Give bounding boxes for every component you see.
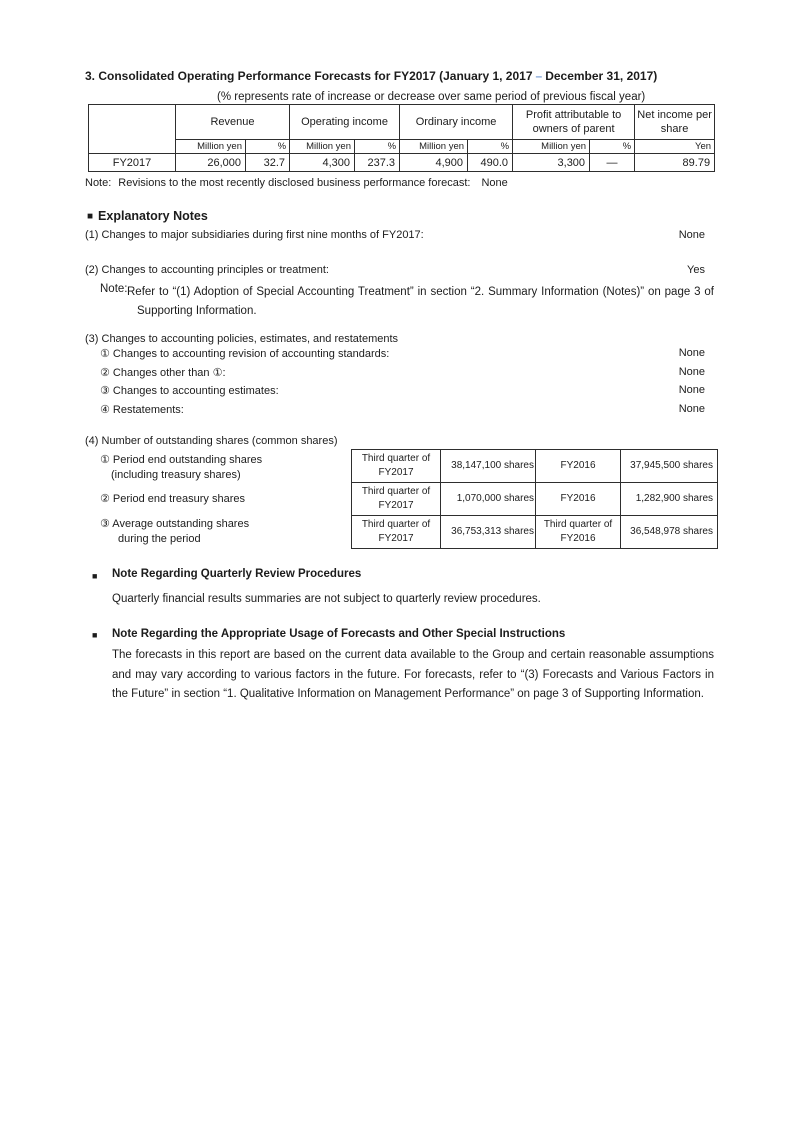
unit-cell: Million yen: [400, 140, 468, 154]
item-value: Yes: [687, 264, 705, 276]
square-bullet-icon: ■: [87, 211, 94, 222]
item-value: None: [678, 403, 705, 415]
value-cell-eps: 89.79: [635, 154, 715, 172]
group-header-ordinary-income: Ordinary income: [400, 105, 513, 140]
unit-cell: Million yen: [513, 140, 590, 154]
shares-period-cell: Third quarter of FY2017: [352, 483, 441, 516]
forecast-note-heading: Note Regarding the Appropriate Usage of Forecasts and Other Special Instructions: [112, 628, 566, 640]
note-text: Refer to “(1) Adoption of Special Accounting Treatment” in section “2. Summary Information (Notes)” on page 3 of Supporting Information.: [127, 286, 714, 317]
value-cell-operating-income: 4,300: [290, 154, 355, 172]
table-caption: (% represents rate of increase or decrease over same period of previous fiscal year): [217, 91, 646, 103]
unit-cell: %: [590, 140, 635, 154]
shares-value-cell: 1,282,900 shares: [621, 483, 718, 516]
shares-label-1-line1: ① Period end outstanding shares: [100, 454, 263, 466]
shares-label-2-line1: ② Period end treasury shares: [100, 493, 245, 505]
square-bullet-icon: ■: [92, 630, 98, 640]
unit-cell: %: [246, 140, 290, 154]
shares-period-cell: FY2016: [536, 483, 621, 516]
value-cell-profit: 3,300: [513, 154, 590, 172]
page-title: [85, 69, 657, 83]
value-cell-ordinary-income-pct: 490.0: [468, 154, 513, 172]
note-label: Note:: [85, 177, 112, 189]
explanatory-item-3-sub-2: [100, 366, 705, 379]
item-label: ③ Changes to accounting estimates:: [100, 385, 279, 397]
forecast-corner-cell: [89, 105, 176, 154]
value-cell-revenue-pct: 32.7: [246, 154, 290, 172]
value-cell-ordinary-income: 4,900: [400, 154, 468, 172]
shares-period-cell: Third quarter of FY2016: [536, 516, 621, 549]
review-note-body: Quarterly financial results summaries are not subject to quarterly review procedures.: [112, 593, 541, 605]
explanatory-item-3-sub-1: [100, 347, 705, 360]
shares-value-cell: 1,070,000 shares: [441, 483, 536, 516]
title-dash: –: [535, 69, 543, 83]
forecast-note-body: The forecasts in this report are based on the current data available to the Group and certain reasonable assumptions and may vary according to various factors in the future. For forecasts, refer to “(3) Forecasts and Various Factors in the Future” in section “1. Qualitative Information on Management Performance” on page 3 of Supporting Information.: [112, 649, 714, 701]
shares-row-2: [352, 483, 718, 516]
item-value: None: [678, 366, 705, 378]
shares-row-1: [352, 450, 718, 483]
note-text: Revisions to the most recently disclosed business performance forecast:: [118, 177, 471, 189]
item-label: (2) Changes to accounting principles or treatment:: [85, 264, 329, 276]
value-cell-profit-pct: —: [590, 154, 635, 172]
shares-label-3-line2: during the period: [118, 533, 201, 545]
group-header-net-income-per-share: Net income per share: [635, 105, 715, 140]
item-label: ④ Restatements:: [100, 404, 184, 416]
item-label: ① Changes to accounting revision of accounting standards:: [100, 348, 390, 360]
shares-value-cell: 38,147,100 shares: [441, 450, 536, 483]
note-label: Note:: [100, 283, 128, 295]
explanatory-item-3-sub-4: [100, 403, 705, 416]
item-value: None: [678, 347, 705, 359]
unit-cell: Million yen: [176, 140, 246, 154]
shares-value-cell: 36,548,978 shares: [621, 516, 718, 549]
square-bullet-icon: ■: [92, 571, 98, 581]
explanatory-item-4-heading: (4) Number of outstanding shares (common shares): [85, 435, 338, 447]
unit-cell: Million yen: [290, 140, 355, 154]
unit-cell: %: [355, 140, 400, 154]
item-label: ② Changes other than ①:: [100, 367, 226, 379]
forecast-data-row: [89, 154, 715, 172]
unit-cell: Yen: [635, 140, 715, 154]
forecast-units-row: [89, 140, 715, 154]
shares-row-3: [352, 516, 718, 549]
page-title-part1: 3. Consolidated Operating Performance Forecasts for FY2017 (January 1, 2017: [85, 69, 533, 83]
explanatory-notes-title: Explanatory Notes: [98, 209, 208, 223]
group-header-profit-attributable: Profit attributable to owners of parent: [513, 105, 635, 140]
note-value: None: [481, 177, 508, 189]
shares-value-cell: 37,945,500 shares: [621, 450, 718, 483]
explanatory-item-3-sub-3: [100, 384, 705, 397]
shares-period-cell: Third quarter of FY2017: [352, 450, 441, 483]
group-header-operating-income: Operating income: [290, 105, 400, 140]
shares-period-cell: FY2016: [536, 450, 621, 483]
shares-period-cell: Third quarter of FY2017: [352, 516, 441, 549]
explanatory-item-1: [85, 229, 705, 241]
forecast-table: [88, 104, 715, 172]
shares-value-cell: 36,753,313 shares: [441, 516, 536, 549]
shares-table: [351, 449, 718, 549]
value-cell-operating-income-pct: 237.3: [355, 154, 400, 172]
shares-label-1-line2: (including treasury shares): [111, 469, 241, 481]
forecast-header-row: [89, 105, 715, 140]
item-value: None: [678, 229, 705, 241]
revision-note-line: [85, 177, 508, 189]
unit-cell: %: [468, 140, 513, 154]
group-header-revenue: Revenue: [176, 105, 290, 140]
item-label: (1) Changes to major subsidiaries during first nine months of FY2017:: [85, 229, 424, 241]
value-cell-revenue: 26,000: [176, 154, 246, 172]
page-title-part2: December 31, 2017): [545, 69, 658, 83]
item-value: None: [678, 384, 705, 396]
explanatory-item-3-heading: (3) Changes to accounting policies, estimates, and restatements: [85, 333, 399, 345]
review-note-heading: Note Regarding Quarterly Review Procedures: [112, 568, 362, 580]
explanatory-notes-heading: [87, 209, 208, 223]
shares-label-3-line1: ③ Average outstanding shares: [100, 518, 250, 530]
explanatory-item-2: [85, 264, 705, 276]
row-label-fy2017: FY2017: [89, 154, 176, 172]
explanatory-item-2-note: [100, 283, 714, 321]
